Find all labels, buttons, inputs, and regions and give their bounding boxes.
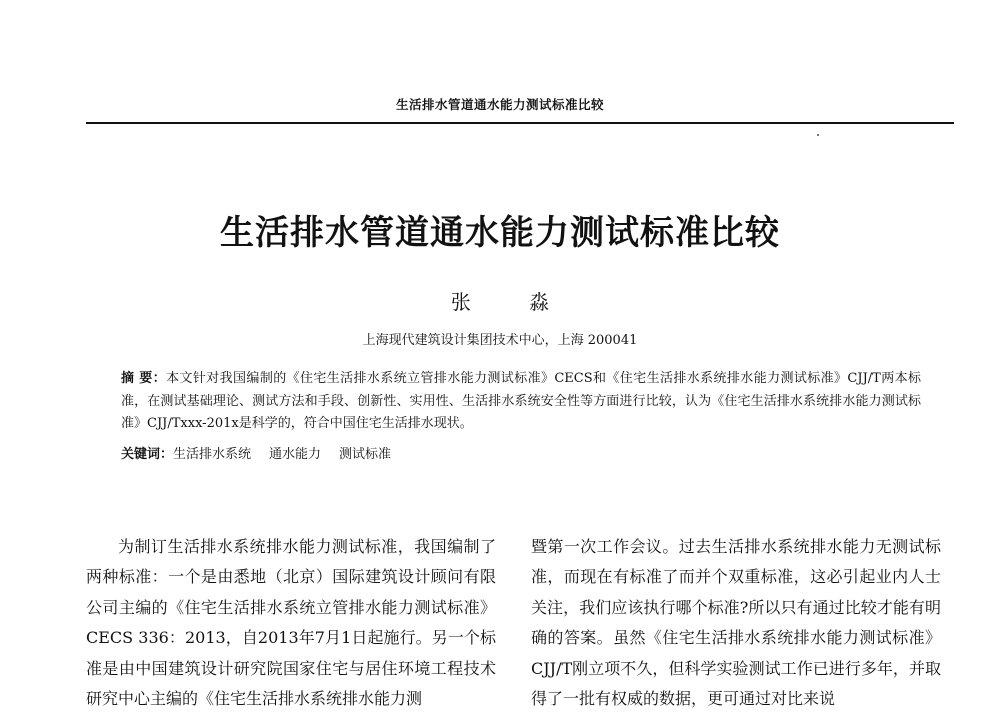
- keywords: [121, 445, 921, 465]
- scan-speck: [817, 134, 819, 136]
- keyword-item: 通水能力: [269, 447, 322, 462]
- keyword-item: 生活排水系统: [173, 447, 252, 462]
- author-name: 张 淼: [450, 290, 576, 314]
- abstract: [121, 368, 921, 436]
- body-column-right: [531, 532, 941, 714]
- abstract-text: 本文针对我国编制的《住宅生活排水系统立管排水能力测试标准》CECS和《住宅生活排水系统排水能力测试标准》CJJ/T两本标准，在测试基础理论、测试方法和手段、创新性、实用性、生活排水系统安全性等方面进行比较，认为《住宅生活排水系统排水能力测试标准》CJJ/Txxx-201x是科学的，符合中国住宅生活排水现状。: [121, 371, 922, 431]
- running-header: 生活排水管道通水能力测试标准比较: [395, 97, 604, 112]
- keywords-label: 关键词：: [121, 447, 174, 462]
- abstract-label: 摘 要：: [121, 371, 167, 386]
- body-column-left: [86, 532, 496, 714]
- header-rule: [86, 122, 954, 124]
- body-paragraph: 暨第一次工作会议。过去生活排水系统排水能力无测试标准，而现在有标准了而并个双重标准，这必引起业内人士关注，我们应该执行哪个标准?所以只有通过比较才能有明确的答案。虽然《住宅生活排水系统排水能力测试标准》CJJ/T刚立项不久，但科学实验测试工作已进行多年，并取得了一批有权威的数据，更可通过对比来说: [531, 537, 941, 709]
- keyword-item: 测试标准: [339, 447, 392, 462]
- body-paragraph: 为制订生活排水系统排水能力测试标准，我国编制了两种标准：一个是由悉地（北京）国际建筑设计顾问有限公司主编的《住宅生活排水系统立管排水能力测试标准》CECS 336：2013，自2013年7月1日起施行。另一个标准是由中国建筑设计研究院国家住宅与居住环境工程技术研究中心主编的《住宅生活排水系统排水能力测: [86, 537, 496, 709]
- page-title: 生活排水管道通水能力测试标准比较: [220, 213, 780, 253]
- author-affiliation: 上海现代建筑设计集团技术中心，上海 200041: [362, 333, 638, 348]
